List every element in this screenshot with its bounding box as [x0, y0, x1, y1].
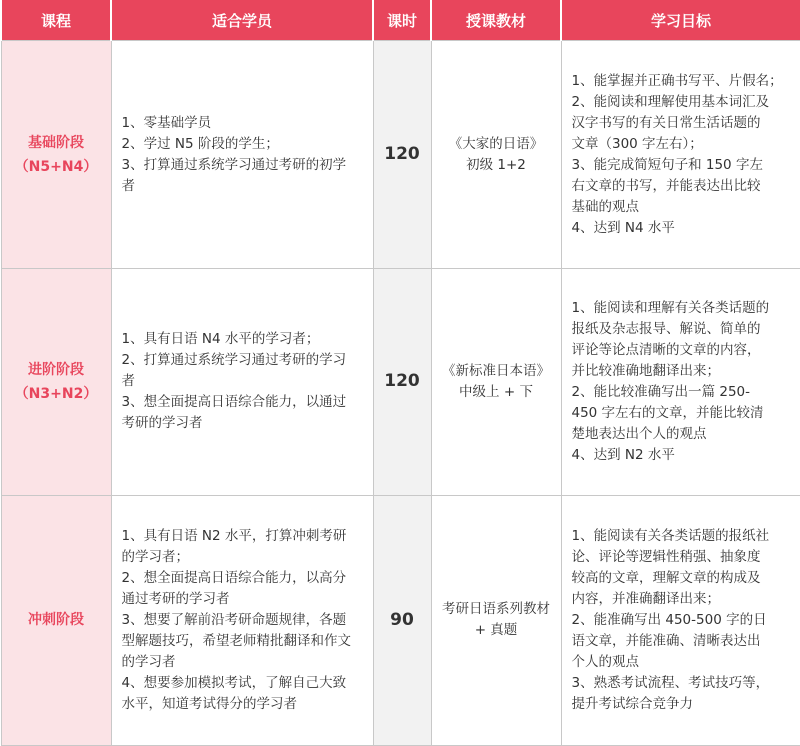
students-line: 4、想要参加模拟考试，了解自己大致 — [121, 674, 347, 691]
goals-line: 文章（300 字左右）； — [571, 135, 703, 152]
table-row — [1, 269, 800, 495]
material-line: 初级 1+2 — [466, 156, 526, 173]
goals-line: 4、达到 N4 水平 — [571, 219, 675, 236]
students-cell — [111, 269, 373, 495]
goals-line: 4、达到 N2 水平 — [571, 446, 675, 463]
goals-line: 内容，并准确翻译出来； — [571, 590, 720, 607]
course-name — [1, 41, 111, 269]
goals-cell — [561, 495, 800, 745]
students-line: 3、想要了解前沿考研命题规律，各题 — [121, 611, 347, 628]
goals-line: 评论等论点清晰的文章的内容， — [571, 341, 761, 358]
course-name-line: 基础阶段 — [28, 134, 84, 151]
goals-line: 3、能完成简短句子和 150 字左 — [571, 156, 763, 173]
header-goals: 学习目标 — [561, 0, 800, 41]
hours-cell: 120 — [373, 269, 431, 495]
goals-line: 论、评论等逻辑性稍强、抽象度 — [571, 548, 761, 565]
course-name — [1, 495, 111, 745]
table-row — [1, 41, 800, 269]
students-line: 者 — [121, 177, 135, 194]
goals-line: 3、熟悉考试流程、考试技巧等， — [571, 674, 770, 691]
goals-line: 楚地表达出个人的观点 — [571, 425, 707, 442]
header-hours: 课时 — [373, 0, 431, 41]
course-level-line: （N3+N2） — [14, 385, 98, 402]
goals-cell — [561, 41, 800, 269]
header-material: 授课教材 — [431, 0, 561, 41]
material-line: 《大家的日语》 — [448, 135, 544, 152]
material-cell — [431, 269, 561, 495]
goals-line: 2、能阅读和理解使用基本词汇及 — [571, 93, 770, 110]
goals-line: 个人的观点 — [571, 653, 639, 670]
students-line: 2、学过 N5 阶段的学生； — [121, 135, 279, 152]
header-course: 课程 — [1, 0, 111, 41]
goals-line: 1、能阅读和理解有关各类话题的 — [571, 299, 770, 316]
students-line: 2、想全面提高日语综合能力，以高分 — [121, 569, 347, 586]
hours-cell: 120 — [373, 41, 431, 269]
goals-line: 提升考试综合竞争力 — [571, 695, 693, 712]
students-line: 者 — [121, 373, 135, 390]
table-row — [1, 495, 800, 745]
goals-line: 1、能掌握并正确书写平、片假名； — [571, 72, 783, 89]
material-cell — [431, 495, 561, 745]
goals-cell — [561, 269, 800, 495]
goals-line: 450 字左右的文章，并能比较清 — [571, 404, 764, 421]
students-cell — [111, 41, 373, 269]
goals-line: 2、能准确写出 450-500 字的日 — [571, 611, 767, 628]
material-line: 中级上 + 下 — [459, 383, 533, 400]
goals-line: 汉字书写的有关日常生活话题的 — [571, 114, 761, 131]
goals-line: 报纸及杂志报导、解说、简单的 — [571, 320, 761, 337]
students-cell — [111, 495, 373, 745]
header-students: 适合学员 — [111, 0, 373, 41]
students-line: 水平，知道考试得分的学习者 — [121, 695, 297, 712]
course-name-line: 冲刺阶段 — [28, 612, 84, 629]
course-name — [1, 269, 111, 495]
goals-line: 1、能阅读有关各类话题的报纸社 — [571, 527, 770, 544]
students-line: 的学习者 — [121, 653, 176, 670]
students-line: 通过考研的学习者 — [121, 590, 230, 607]
material-line: + 真题 — [474, 622, 518, 639]
material-line: 考研日语系列教材 — [442, 601, 550, 618]
students-line: 1、零基础学员 — [121, 114, 212, 131]
students-line: 考研的学习者 — [121, 415, 203, 432]
course-level-line: （N5+N4） — [14, 158, 98, 175]
goals-line: 并比较准确地翻译出来； — [571, 362, 720, 379]
students-line: 1、具有日语 N2 水平，打算冲刺考研 — [121, 527, 347, 544]
goals-line: 语文章，并能准确、清晰表达出 — [571, 632, 761, 649]
goals-line: 右文章的书写，并能表达出比较 — [571, 177, 761, 194]
students-line: 的学习者； — [121, 548, 189, 565]
material-line: 《新标准日本语》 — [442, 362, 550, 379]
hours-cell: 90 — [373, 495, 431, 745]
course-name-line: 进阶阶段 — [28, 361, 84, 378]
students-line: 型解题技巧，希望老师精批翻译和作文 — [121, 632, 351, 649]
students-line: 3、想全面提高日语综合能力，以通过 — [121, 394, 347, 411]
material-cell — [431, 41, 561, 269]
students-line: 1、具有日语 N4 水平的学习者； — [121, 331, 320, 348]
header-row — [1, 0, 800, 41]
goals-line: 较高的文章，理解文章的构成及 — [571, 569, 761, 586]
goals-line: 基础的观点 — [571, 198, 639, 215]
students-line: 2、打算通过系统学习通过考研的学习 — [121, 352, 347, 369]
students-line: 3、打算通过系统学习通过考研的初学 — [121, 156, 347, 173]
goals-line: 2、能比较准确写出一篇 250- — [571, 383, 751, 400]
